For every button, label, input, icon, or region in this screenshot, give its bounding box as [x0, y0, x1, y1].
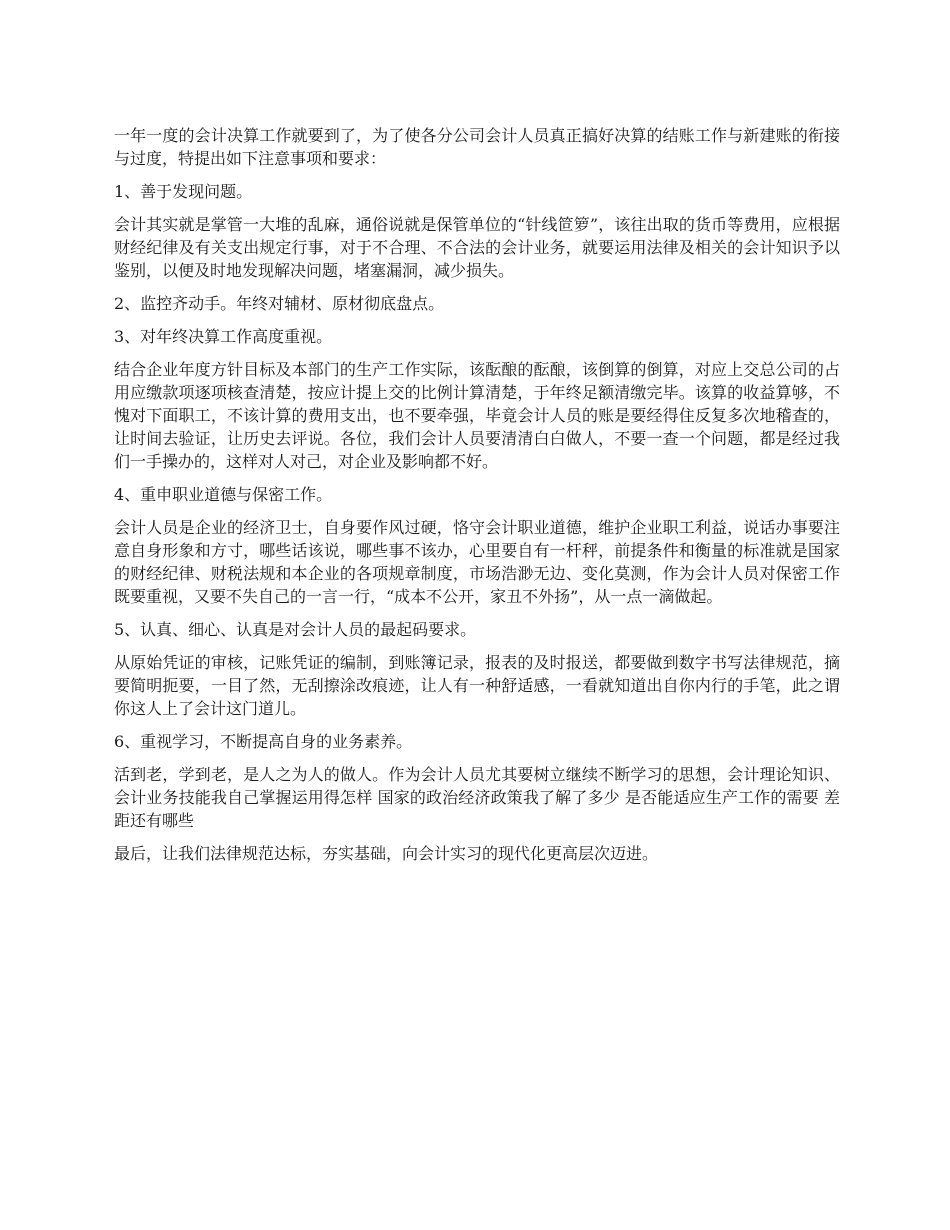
heading-3: 3、对年终决算工作高度重视。 — [114, 327, 333, 346]
intro-paragraph: 一年一度的会计决算工作就要到了，为了使各分公司会计人员真正搞好决算的结账工作与新建账的衔接与过度，特提出如下注意事项和要求： — [114, 126, 840, 168]
heading-5: 5、认真、细心、认真是对会计人员的最起码要求。 — [114, 620, 477, 639]
heading-6: 6、重视学习，不断提高自身的业务素养。 — [114, 732, 413, 751]
closing-paragraph: 最后，让我们法律规范达标，夯实基础，向会计实习的现代化更高层次迈进。 — [114, 844, 659, 863]
paragraph-6: 活到老，学到老，是人之为人的做人。作为会计人员尤其要树立继续不断学习的思想，会计理论知识、会计业务技能我自己掌握运用得怎样 国家的政治经济政策我了解了多少 是否能适应生产工作的需要 差距还有哪些 — [114, 765, 840, 830]
paragraph-5: 从原始凭证的审核，记账凭证的编制，到账簿记录，报表的及时报送，都要做到数字书写法律规范，摘要简明扼要，一目了然，无刮擦涂改痕迹，让人有一种舒适感，一看就知道出自你内行的手笔，此之谓你这人上了会计这门道儿。 — [114, 653, 840, 718]
heading-2: 2、监控齐动手。年终对辅材、原材彻底盘点。 — [114, 294, 445, 313]
document-body — [114, 124, 840, 875]
paragraph-4: 会计人员是企业的经济卫士，自身要作风过硬，恪守会计职业道德，维护企业职工利益，说话办事要注意自身形象和方寸，哪些话该说，哪些事不该办，心里要自有一杆秤，前提条件和衡量的标准就是国家的财经纪律、财税法规和本企业的各项规章制度，市场浩渺无边、变化莫测，作为会计人员对保密工作既要重视，又要不失自己的一言一行，“成本不公开，家丑不外扬”，从一点一滴做起。 — [114, 518, 840, 606]
paragraph-1: 会计其实就是掌管一大堆的乱麻，通俗说就是保管单位的“针线笸箩”，该往出取的货币等费用，应根据财经纪律及有关支出规定行事，对于不合理、不合法的会计业务，就要运用法律及相关的会计知识予以鉴别，以便及时地发现解决问题，堵塞漏洞，减少损失。 — [114, 215, 840, 280]
heading-1: 1、善于发现问题。 — [114, 182, 253, 201]
paragraph-3: 结合企业年度方针目标及本部门的生产工作实际，该酝酿的酝酿，该倒算的倒算，对应上交总公司的占用应缴款项逐项核查清楚，按应计提上交的比例计算清楚，于年终足额清缴完毕。该算的收益算够，不愧对下面职工，不该计算的费用支出，也不要牵强，毕竟会计人员的账是要经得住反复多次地稽查的，让时间去验证，让历史去评说。各位，我们会计人员要清清白白做人，不要一查一个问题，都是经过我们一手操办的，这样对人对己，对企业及影响都不好。 — [114, 360, 840, 471]
heading-4: 4、重申职业道德与保密工作。 — [114, 485, 333, 504]
